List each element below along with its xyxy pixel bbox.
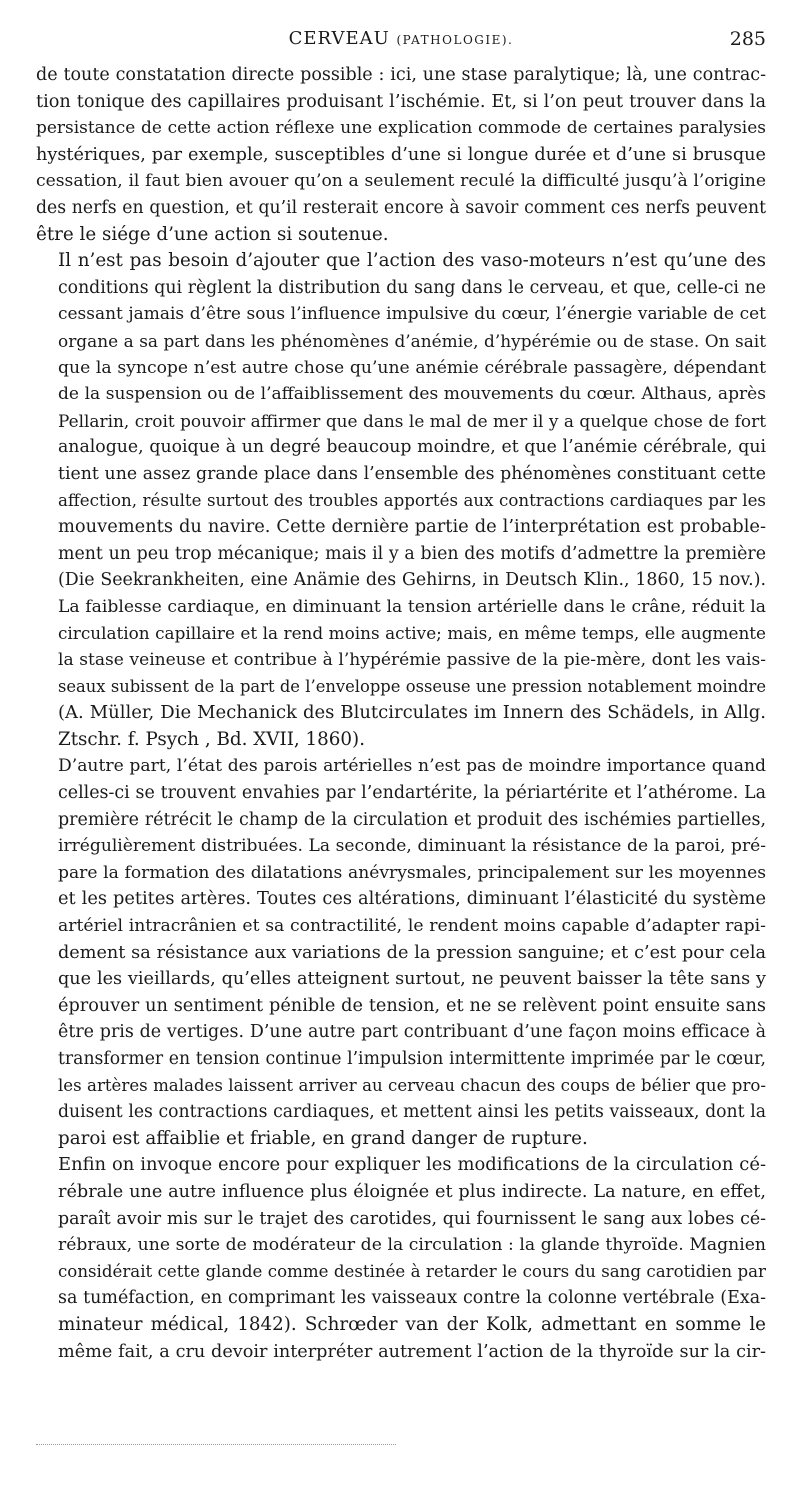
text-line: conditions qui règlent la distribution du sang dans le cerveau, et que, celle-ci ne <box>58 277 766 298</box>
text-line: circulation capillaire et la rend moins active; mais, en même temps, elle augmente <box>58 623 766 644</box>
text-line: même fait, a cru devoir interpréter autrement l’action de la thyroïde sur la cir- <box>58 1341 766 1362</box>
text-line: la stase veineuse et contribue à l’hypérémie passive de la pie-mère, dont les vais- <box>58 650 766 671</box>
text-line: organe a sa part dans les phénomènes d’anémie, d’hypérémie ou de stase. On sait <box>58 330 766 351</box>
text-line: celles-ci se trouvent envahies par l’endartérite, la périartérite et l’athérome. La <box>58 783 766 804</box>
text-line: des nerfs en question, et qu’il resterait encore à savoir comment ces nerfs peuvent <box>36 197 766 218</box>
text-line: Ztschr. f. Psych , Bd. XVII, 1860). <box>58 728 366 750</box>
text-line: être le siége d’une action si soutenue. <box>36 223 389 245</box>
text-line: Pellarin, croit pouvoir affirmer que dans le mal de mer il y a quelque chose de fort <box>58 410 766 431</box>
text-line: paraît avoir mis sur le trajet des carotides, qui fournissent le sang aux lobes cé- <box>58 1208 766 1229</box>
text-line: les artères malades laissent arriver au cerveau chacun des coups de bélier que pro- <box>58 1075 766 1095</box>
text-line: hystériques, par exemple, susceptibles d’une si longue durée et d’une si brusque <box>36 144 766 165</box>
text-line: tient une assez grande place dans l’ensemble des phénomènes constituant cette <box>58 463 766 484</box>
text-line: paroi est affaiblie et friable, en grand danger de rupture. <box>58 1127 588 1149</box>
text-line: dement sa résistance aux variations de la pression sanguine; et c’est pour cela <box>58 942 766 963</box>
text-line: que les vieillards, qu’elles atteignent surtout, ne peuvent baisser la tête sans y <box>58 969 766 990</box>
text-line: cessant jamais d’être sous l’influence impulsive du cœur, l’énergie variable de cet <box>58 304 766 325</box>
text-line: D’autre part, l’état des parois artérielles n’est pas de moindre importance quand <box>58 756 766 777</box>
running-title-main: CERVEAU <box>288 28 390 49</box>
text-line: être pris de vertiges. D’une autre part contribuant d’une façon moins efficace à <box>58 1022 766 1043</box>
text-line: persistance de cette action réflexe une explication commode de certaines paralysies <box>36 118 766 139</box>
text-line: Il n’est pas besoin d’ajouter que l’action des vaso-moteurs n’est qu’une des <box>58 250 766 272</box>
text-line: (A. Müller, Die Mechanick des Blutcirculates im Innern des Schädels, in Allg. <box>58 702 766 724</box>
text-line: ment un peu trop mécanique; mais il y a bien des motifs d’admettre la première <box>58 543 766 564</box>
paragraph-2 <box>36 248 766 753</box>
text-line: tion tonique des capillaires produisant l’ischémie. Et, si l’on peut trouver dans la <box>36 91 766 112</box>
text-line: première rétrécit le champ de la circulation et produit des ischémies partielles, <box>58 809 766 830</box>
text-line: seaux subissent de la part de l’enveloppe osseuse une pression notablement moindre <box>58 676 766 696</box>
text-line: de toute constatation directe possible : ici, une stase paralytique; là, une contrac- <box>36 65 766 85</box>
text-line: éprouver un sentiment pénible de tension, et ne se relèvent point ensuite sans <box>58 995 766 1016</box>
text-line: rébraux, une sorte de modérateur de la circulation : la glande thyroïde. Magnien <box>58 1235 766 1256</box>
text-line: Enfin on invoque encore pour expliquer les modifications de la circulation cé- <box>58 1154 766 1176</box>
text-line: La faiblesse cardiaque, en diminuant la tension artérielle dans le crâne, réduit la <box>58 596 766 617</box>
text-line: et les petites artères. Toutes ces altérations, diminuant l’élasticité du système <box>58 888 766 910</box>
running-header <box>36 28 766 54</box>
text-line: pare la formation des dilatations anévrysmales, principalement sur les moyennes <box>58 862 766 883</box>
text-line: de la suspension ou de l’affaiblissement des mouvements du cœur. Althaus, après <box>58 384 766 405</box>
text-line: (Die Seekrankheiten, eine Anämie des Gehirns, in Deutsch Klin., 1860, 15 nov.). <box>58 570 766 591</box>
text-line: mouvements du navire. Cette dernière partie de l’interprétation est probable- <box>58 516 766 538</box>
text-line: minateur médical, 1842). Schrœder van der Kolk, admettant en somme le <box>58 1313 766 1335</box>
text-line: irrégulièrement distribuées. La seconde, diminuant la résistance de la paroi, pré- <box>58 836 766 857</box>
text-line: sa tuméfaction, en comprimant les vaisseaux contre la colonne vertébrale (Exa- <box>58 1288 766 1309</box>
text-line: cessation, il faut bien avouer qu’on a seulement reculé la difficulté jusqu’à l’origine <box>36 171 766 192</box>
footer-rule <box>36 1444 396 1445</box>
paragraph-3 <box>36 753 766 1152</box>
running-title <box>36 28 766 49</box>
paragraph-4 <box>36 1152 766 1365</box>
body-text <box>36 62 766 1365</box>
text-line: affection, résulte surtout des troubles apportés aux contractions cardiaques par les <box>58 490 766 510</box>
text-line: artériel intracrânien et sa contractilité, le rendent moins capable d’adapter rapi- <box>58 916 766 936</box>
paragraph-1 <box>36 62 766 248</box>
text-line: considérait cette glande comme destinée à retarder le cours du sang carotidien par <box>58 1261 766 1281</box>
text-line: que la syncope n’est autre chose qu’une anémie cérébrale passagère, dépendant <box>58 357 766 378</box>
text-line: transformer en tension continue l’impulsion intermittente imprimée par le cœur, <box>58 1048 766 1069</box>
text-line: duisent les contractions cardiaques, et mettent ainsi les petits vaisseaux, dont la <box>58 1102 766 1123</box>
running-title-sub: (PATHOLOGIE). <box>396 33 514 47</box>
page-number: 285 <box>729 28 766 50</box>
text-line: analogue, quoique à un degré beaucoup moindre, et que l’anémie cérébrale, qui <box>58 437 766 458</box>
text-line: rébrale une autre influence plus éloignée et plus indirecte. La nature, en effet, <box>58 1181 766 1202</box>
